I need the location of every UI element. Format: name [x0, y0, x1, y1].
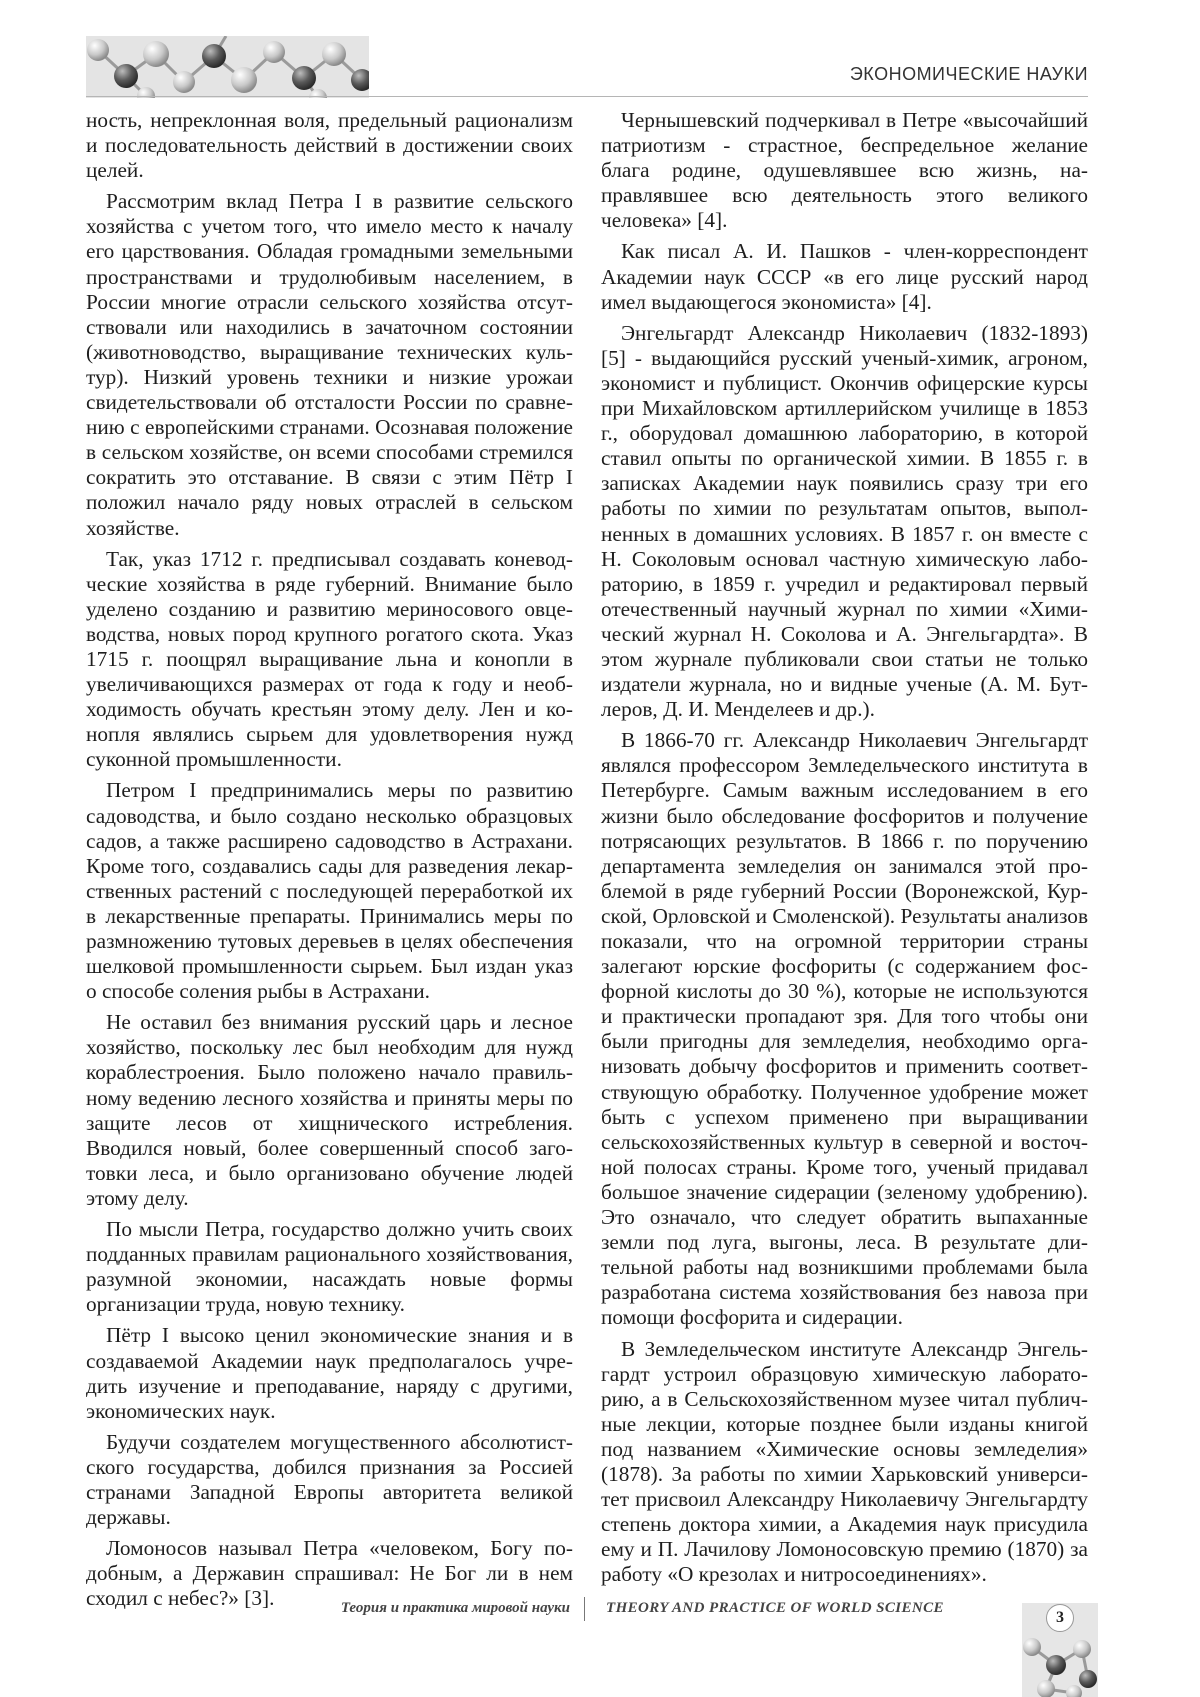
- paragraph: В Земледельческом институте Александр Энгельгардт устроил образцовую химическую лабораторию, а в Сельскохозяйственном музее читал публичные лекции, которые позднее были изданы книгой под названием «Химические основы земледелия» (1878). За работы по химии Харьковский университет присвоил Александру Николаевичу Энгельгардту степень доктора химии, а Академия наук присудила ему и П. Лачилову Ломоносовскую премию (1870) за работу «О крезолах и нитросоединениях».: [601, 1336, 1088, 1587]
- paragraph: Пётр I высоко ценил экономические знания и в создаваемой Академии наук предполагалось учредить изучение и преподавание, наряду с другими, экономических наук.: [86, 1323, 573, 1423]
- footer-divider: [584, 1597, 585, 1621]
- paragraph: ность, непреклонная воля, предельный рационализм и последовательность действий в достижении своих целей.: [86, 108, 573, 183]
- paragraph: Так, указ 1712 г. предписывал создавать коневодческие хозяйства в ряде губерний. Внимание было уделено созданию и развитию мериносового овцеводства, новых пород крупного рогатого скота. Указ 1715 г. поощрял выращивание льна и конопли в увеличивающихся размерах от года к году и необходимость обучать крестьян этому делу. Лен и конопля являлись сырьем для удовлетворения нужд суконной промышленности.: [86, 546, 573, 772]
- paragraph: В 1866-70 гг. Александр Николаевич Энгельгардт являлся профессором Земледельческого института в Петербурге. Самым важным исследованием в его жизни было обследование фосфоритов и получение потрясающих результатов. В 1866 г. по поручению департамента земледелия он занимался этой проблемой в ряде губерний России (Воронежской, Курской, Орловской и Смоленской). Результаты анализов показали, что на огромной территории страны залегают юрские фосфориты (с содержанием фосфорной кислоты до 30 %), которые не используются и практически пропадают зря. Для того чтобы они были пригодны для земледелия, необходимо организовать добычу фосфоритов и применить соответствующую обработку. Полученное удобрение может быть с успехом применено при выращивании сельскохозяйственных культур в северной и восточной полосах страны. Кроме того, ученый придавал большое значение сидерации (зеленому удобрению). Это означало, что следует обратить выпаханные земли под луга, выгоны, леса. В результате длительной работы над возникшими проблемами была разработана система хозяйствования без навоза при помощи фосфорита и сидерации.: [601, 728, 1088, 1330]
- paragraph: Энгельгардт Александр Николаевич (1832-1893) [5] - выдающийся русский ученый-химик, агроном, экономист и публицист. Окончив офицерские курсы при Михайловском артиллерийском училище в 1853 г., оборудовал домашнюю лабораторию, в которой ставил опыты по органической химии. В 1855 г. в записках Академии наук появились сразу три его работы по химии по результатам опытов, выполненных в домашних условиях. В 1857 г. он вместе с Н. Соколовым основал частную химическую лабораторию, в 1859 г. учредил и редактировал первый отечественный научный журнал по химии «Химический журнал Н. Соколова и А. Энгельгардта». В этом журнале публиковали свои статьи не только издатели журнала, но и видные ученые (А. М. Бутлеров, Д. И. Менделеев и др.).: [601, 320, 1088, 722]
- header-banner-molecule-icon: [86, 36, 369, 98]
- section-title: ЭКОНОМИЧЕСКИЕ НАУКИ: [849, 64, 1088, 84]
- paragraph: Как писал А. И. Пашков - член-корреспондент Академии наук СССР «в его лице русский народ имел выдающегося экономиста» [4].: [601, 239, 1088, 314]
- paragraph: Ломоносов называл Петра «человеком, Богу подобным, а Державин спрашивал: Не Бог ли в нем сходил с небес?» [3].: [86, 1536, 573, 1611]
- journal-title-ru: Теория и практика мировой науки: [340, 1600, 570, 1616]
- paragraph: Петром I предпринимались меры по развитию садоводства, и было создано несколько образцовых садов, а также расширено садоводство в Астрахани. Кроме того, создавались сады для разведения лекарственных растений с последующей переработкой их в лекарственные препараты. Принимались меры по размножению тутовых деревьев в целях обеспечения шелковой промышленности сырьем. Был издан указ о способе соления рыбы в Астрахани.: [86, 778, 573, 1004]
- paragraph: По мысли Петра, государство должно учить своих подданных правилам рационального хозяйствования, разумной экономии, насаждать новые формы организации труда, новую технику.: [86, 1217, 573, 1317]
- paragraph: Чернышевский подчеркивал в Петре «высочайший патриотизм - страстное, беспредельное желание блага родине, одушевлявшее всю жизнь, направлявшее всю деятельность этого великого человека» [4].: [601, 108, 1088, 233]
- header-rule: [86, 96, 1088, 97]
- right-column: [601, 108, 1088, 1593]
- left-column: [86, 108, 573, 1617]
- page-number: 3: [1046, 1604, 1074, 1632]
- journal-title-en: THEORY AND PRACTICE OF WORLD SCIENCE: [606, 1600, 944, 1616]
- molecule-pattern-icon: [86, 36, 369, 98]
- paragraph: Рассмотрим вклад Петра I в развитие сельского хозяйства с учетом того, что имело место к началу его царствования. Обладая громадными земельными пространствами и трудолюбивым населением, в России многие отрасли сельского хозяйства отсутствовали или находились в зачаточном состоянии (животноводство, выращивание технических культур). Низкий уровень техники и низкие урожаи свидетельствовали об отсталости России по сравнению с европейскими странами. Осознавая положение в сельском хозяйстве, он всеми способами стремился сократить это отставание. В связи с этим Пётр I положил начало ряду новых отраслей в сельском хозяйстве.: [86, 189, 573, 540]
- paragraph: Будучи создателем могущественного абсолютистского государства, добился признания за Россией странами Западной Европы авторитета великой державы.: [86, 1429, 573, 1530]
- paragraph: Не оставил без внимания русский царь и лесное хозяйство, поскольку лес был необходим для нужд кораблестроения. Было положено начало правильному ведению лесного хозяйства и приняты меры по защите лесов от хищнического истребления. Вводился новый, более совершенный способ заготовки леса, и было организовано обучение людей этому делу.: [86, 1010, 573, 1210]
